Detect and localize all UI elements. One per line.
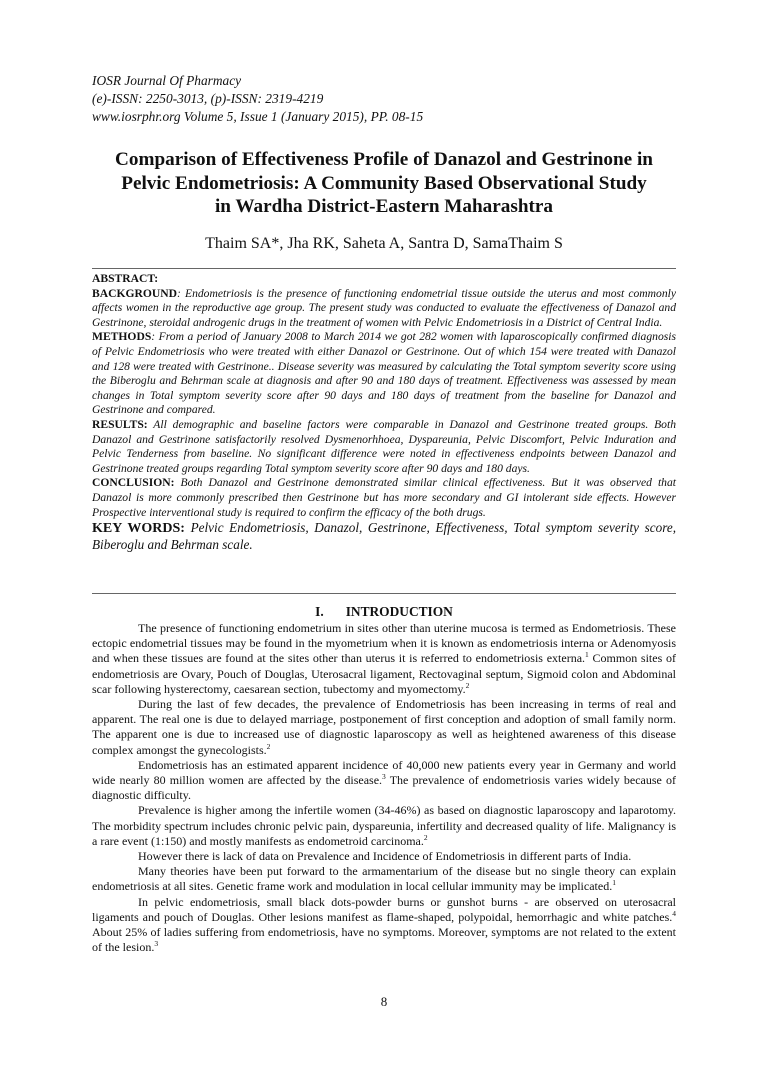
- title-line: Pelvic Endometriosis: A Community Based Observational Study: [121, 172, 647, 194]
- text-run: Prevalence is higher among the infertile women (34-46%) as based on diagnostic laparoscopy and laparotomy. The morbidity spectrum includes chronic pelvic pain, dyspareunia, infertility and decreased quality of life. Malignancy is a rare event (1:150) and mostly manifests as endometroid carcinoma.: [92, 803, 676, 848]
- keywords-text: Pelvic Endometriosis, Danazol, Gestrinone, Effectiveness, Total symptom severity score, Biberoglu and Behrman scale.: [92, 520, 677, 553]
- journal-name: IOSR Journal Of Pharmacy: [92, 73, 242, 88]
- text-run: About 25% of ladies suffering from endometriosis, have no symptoms. Moreover, symptoms are not related to the extent of the lesion.: [92, 925, 676, 955]
- conclusion-text: Both Danazol and Gestrinone demonstrated similar clinical effectiveness. But it was observed that Danazol is more commonly prescribed then Gestrinone but has more secondary and GI intolerant side effects. However Prospective interventional study is required to confirm the efficacy of the both drugs.: [92, 476, 676, 519]
- section-heading: [92, 604, 676, 620]
- keywords-label: KEY WORDS:: [92, 521, 185, 537]
- citation: 1: [585, 650, 589, 660]
- paragraph: [92, 621, 676, 697]
- background-label: BACKGROUND: [92, 286, 178, 300]
- title-line: Comparison of Effectiveness Profile of Danazol and Gestrinone in: [115, 149, 653, 170]
- text-run: However there is lack of data on Prevalence and Incidence of Endometriosis in different parts of India.: [138, 849, 632, 864]
- abstract-background: [92, 287, 676, 331]
- text-run: Many theories have been put forward to the armamentarium of the disease but no single theory can explain endometriosis at all sites. Genetic frame work and modulation in local cellular immunity may be implicated.: [92, 864, 676, 894]
- citation: 3: [154, 939, 159, 949]
- paragraph: [92, 697, 676, 758]
- abstract-bottom-divider: [92, 593, 676, 594]
- citation: 2: [423, 832, 428, 842]
- journal-volume: www.iosrphr.org Volume 5, Issue 1 (January 2015), PP. 08-15: [92, 109, 424, 124]
- paragraph: [92, 803, 676, 849]
- abstract-heading: ABSTRACT:: [92, 272, 159, 285]
- paragraph: [92, 849, 676, 864]
- abstract-conclusion: [92, 476, 676, 520]
- author-list: Thaim SA*, Jha RK, Saheta A, Santra D, SamaThaim S: [205, 235, 563, 252]
- citation: 4: [672, 908, 676, 918]
- text-run: The presence of functioning endometrium in sites other than uterine mucosa is termed as Endometriosis. These ectopic endometrial tissues may be found in the myometrium when it is known as endometriosis interna or Adenomyosis and when these tissues are found at the sites other than uterus it is referred to endometriosis externa.: [92, 621, 676, 666]
- abstract-keywords: [92, 520, 676, 553]
- text-run: The prevalence of endometriosis varies widely because of diagnostic difficulty.: [92, 773, 676, 803]
- abstract-results: [92, 418, 676, 476]
- abstract-block: [92, 272, 676, 553]
- citation: 1: [612, 878, 616, 888]
- text-run: During the last of few decades, the prevalence of Endometriosis has been increasing in terms of real and apparent. The real one is due to delayed marriage, postponement of first conception and adoption of small family norm. The apparent one is due to increased use of diagnostic laparoscopy as well as heightened awareness of this disease complex amongst the gynecologists.: [92, 697, 676, 757]
- paragraph: [92, 864, 676, 894]
- introduction-body: [92, 621, 676, 955]
- paper-title: [84, 148, 684, 219]
- text-run: Common sites of endometriosis are Ovary, Pouch of Douglas, Uterosacral ligament, Rectovaginal septum, Sigmoid colon and Abdominal scar following hysterectomy, caesarean section, tubectomy and myomectomy.: [92, 651, 676, 696]
- title-line: in Wardha District-Eastern Maharashtra: [214, 196, 554, 217]
- journal-issn: (e)-ISSN: 2250-3013, (p)-ISSN: 2319-4219: [92, 91, 324, 106]
- abstract-methods: [92, 330, 676, 418]
- conclusion-label: CONCLUSION:: [92, 476, 175, 490]
- journal-header: [92, 72, 692, 126]
- citation: 2: [266, 741, 271, 751]
- section-number: I.: [315, 604, 324, 619]
- page-number: 8: [380, 994, 388, 1009]
- methods-text: : From a period of January 2008 to March 2014 we got 282 women with laparoscopically confirmed diagnosis of Pelvic Endometriosis who were treated with either Danazol or Gestrinone. Out of which 154 were treated with Danazol and 128 were treated with Gestrinone.. Disease severity was measured by calculating the Total symptom severity score using the Biberoglu and Behrman scale at diagnosis and after 90 and 180 days of treatment. Effectiveness was assessed by mean changes in Total symptom severity score after 90 days and 180 days of treatment from the baseline for Danazol and Gestrinone and compared.: [92, 330, 676, 417]
- results-text: All demographic and baseline factors were comparable in Danazol and Gestrinone treated groups. Both Danazol and Gestrinone satisfactorily resolved Dysmenorhhoea, Dyspareunia, Pelvic Discomfort, Pelvic Induration and Pelvic Tenderness from baseline. No significant difference were noted in effectiveness endpoints between Danazol and Gestrinone treated groups regarding Total symptom severity score after 90 days and 180 days.: [92, 417, 676, 475]
- citation: 3: [382, 772, 386, 782]
- section-title: INTRODUCTION: [345, 604, 453, 619]
- paragraph: [92, 758, 676, 804]
- methods-label: METHODS: [92, 330, 152, 344]
- text-run: In pelvic endometriosis, small black dots-powder burns or gunshot burns - are observed on uterosacral ligaments and pouch of Douglas. Other lesions manifest as flame-shaped, polypoidal, hemorrhagic and white patches.: [92, 894, 676, 924]
- results-label: RESULTS:: [92, 417, 148, 431]
- abstract-top-divider: [92, 268, 676, 269]
- text-run: Endometriosis has an estimated apparent incidence of 40,000 new patients every year in Germany and world wide nearly 80 million women are affected by the disease.: [92, 757, 676, 788]
- background-text: : Endometriosis is the presence of functioning endometrial tissue outside the uterus and most commonly affects women in the reproductive age group. The present study was conducted to evaluate the effectiveness of Danazol and Gestrinone, steroidal androgenic drugs in the treatment of women with Pelvic Endometriosis in a District of Central India.: [92, 286, 676, 329]
- paragraph: [92, 895, 676, 956]
- citation: 2: [465, 680, 470, 690]
